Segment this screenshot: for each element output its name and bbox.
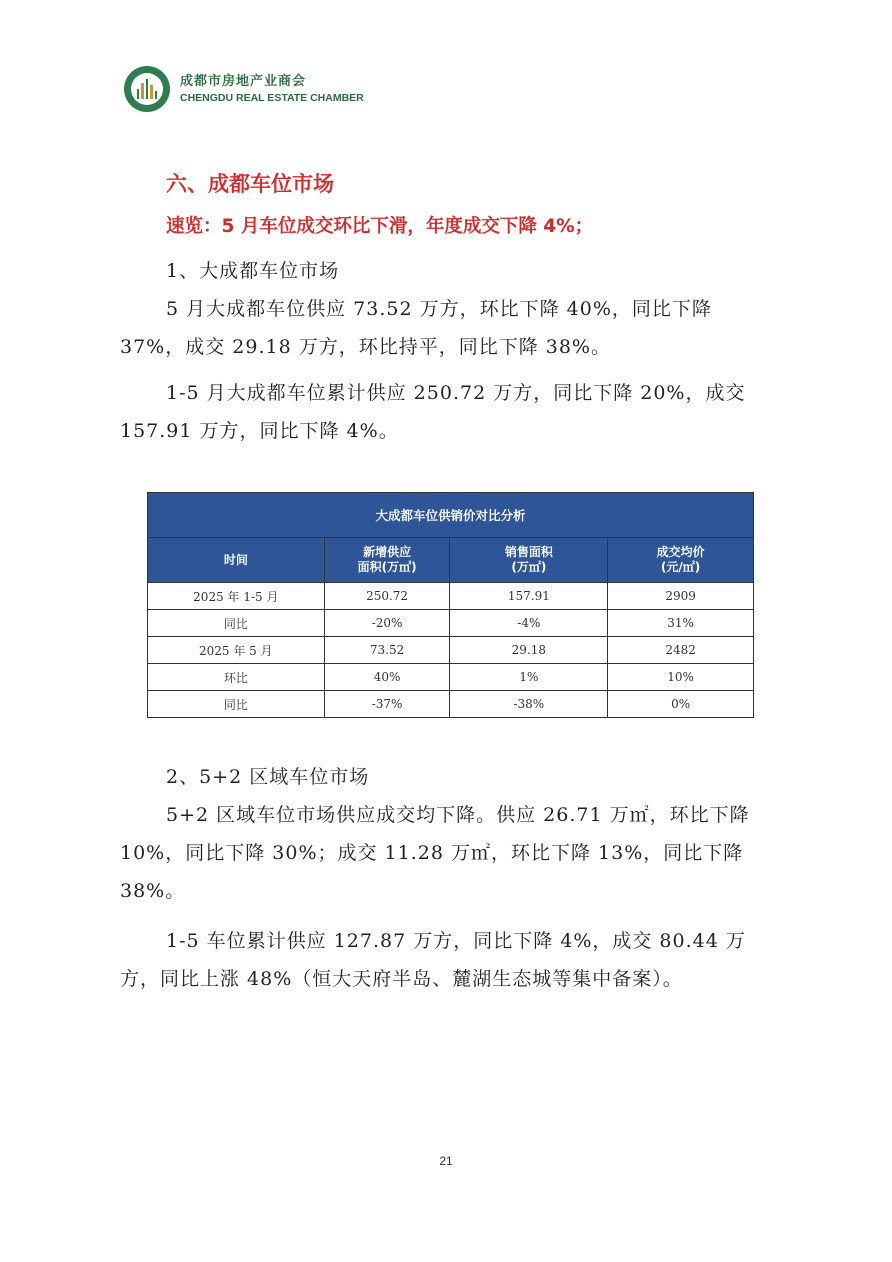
column-header: 新增供应 面积(万㎡) (324, 538, 450, 583)
table-cell: 250.72 (324, 583, 450, 610)
table-cell: 73.52 (324, 637, 450, 664)
section-title: 六、成都车位市场 (166, 172, 334, 196)
part1-heading: 1、大成都车位市场 (166, 260, 340, 282)
part2-paragraph-2: 1-5 车位累计供应 127.87 万方，同比下降 4%，成交 80.44 万方，同比上涨 48%（恒大天府半岛、麓湖生态城等集中备案）。 (120, 930, 746, 990)
table-row (148, 664, 754, 691)
table-header-row (148, 538, 754, 583)
column-header: 时间 (148, 538, 325, 583)
table-cell: -38% (450, 691, 608, 718)
table-row (148, 583, 754, 610)
page-header (124, 66, 364, 112)
table-cell: 2025 年 1-5 月 (148, 583, 325, 610)
table-cell: 31% (608, 610, 754, 637)
table-cell: 2482 (608, 637, 754, 664)
table-row (148, 610, 754, 637)
table-cell: 同比 (148, 691, 325, 718)
org-name-cn: 成都市房地产业商会 (180, 74, 307, 89)
table-cell: 1% (450, 664, 608, 691)
org-name-en: CHENGDU REAL ESTATE CHAMBER (180, 92, 364, 104)
table-cell: 10% (608, 664, 754, 691)
part2-heading: 2、5+2 区域车位市场 (166, 766, 370, 788)
chamber-logo-icon (124, 66, 170, 112)
table-cell: 157.91 (450, 583, 608, 610)
column-header: 销售面积 (万㎡) (450, 538, 608, 583)
parking-supply-sales-table (147, 492, 754, 718)
table-cell: 0% (608, 691, 754, 718)
table-cell: -4% (450, 610, 608, 637)
table-cell: 29.18 (450, 637, 608, 664)
table-row (148, 691, 754, 718)
part1-paragraph-1: 5 月大成都车位供应 73.52 万方，环比下降 40%，同比下降 37%，成交 29.18 万方，环比持平，同比下降 38%。 (120, 298, 712, 358)
column-header: 成交均价 (元/㎡) (608, 538, 754, 583)
org-name-block (180, 73, 364, 105)
table-cell: 2025 年 5 月 (148, 637, 325, 664)
table-cell: 环比 (148, 664, 325, 691)
table-title: 大成都车位供销价对比分析 (148, 493, 754, 538)
table-cell: 2909 (608, 583, 754, 610)
table-cell: -37% (324, 691, 450, 718)
table-cell: 40% (324, 664, 450, 691)
table-cell: 同比 (148, 610, 325, 637)
table-cell: -20% (324, 610, 450, 637)
section-overview: 速览：5 月车位成交环比下滑，年度成交下降 4%； (166, 216, 594, 237)
table-row (148, 637, 754, 664)
part1-paragraph-2: 1-5 月大成都车位累计供应 250.72 万方，同比下降 20%，成交 157.91 万方，同比下降 4%。 (120, 382, 746, 442)
table-title-row (148, 493, 754, 538)
part2-paragraph-1: 5+2 区域车位市场供应成交均下降。供应 26.71 万㎡，环比下降 10%，同比下降 30%；成交 11.28 万㎡，环比下降 13%，同比下降 38%。 (120, 804, 750, 902)
page-number: 21 (439, 1154, 453, 1168)
